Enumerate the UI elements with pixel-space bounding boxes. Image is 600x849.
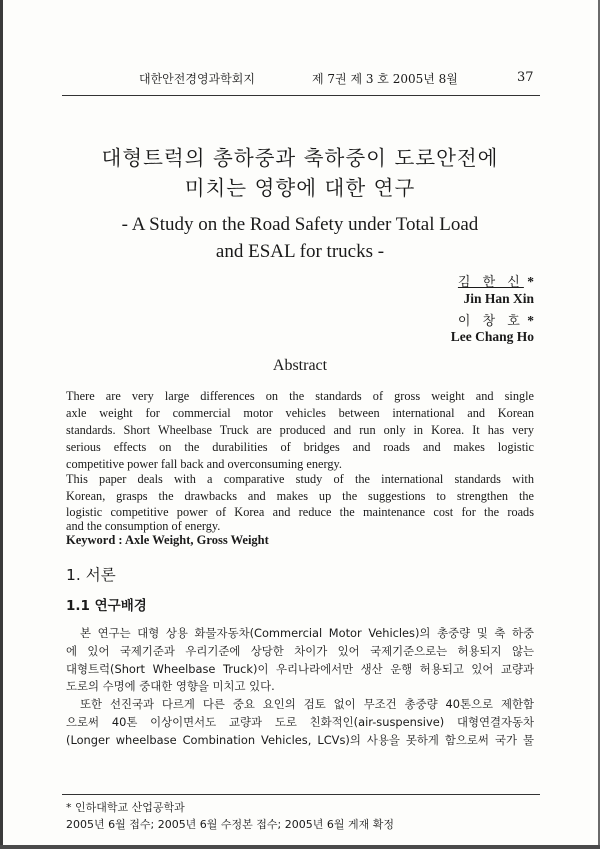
scan-edge-left xyxy=(0,0,3,849)
title-korean-line-2: 미치는 영향에 대한 연구 xyxy=(184,176,416,200)
abstract-line: This paper deals with a comparative study of the international standards with xyxy=(66,472,534,486)
author-2-korean xyxy=(458,310,534,329)
abstract-line: competitive power fall back and overconsuming energy. xyxy=(66,457,342,471)
title-korean-line-1: 대형트럭의 총하중과 축하중이 도로안전에 xyxy=(101,146,499,170)
author-1-korean-name: 김 한 신 xyxy=(457,275,524,290)
author-2-korean-name: 이 창 호 xyxy=(457,314,524,329)
scan-edge-bottom xyxy=(0,845,600,849)
section-heading-1: 1. 서론 xyxy=(66,566,116,584)
author-2-affiliation-mark: * xyxy=(523,313,534,328)
page-number: 37 xyxy=(517,70,534,85)
running-header-journal: 대한안전경영과학회지 xyxy=(139,72,255,86)
body-text-line: 본 연구는 대형 상용 화물자동차(Commercial Motor Vehicles)의 총중량 및 축 하중 xyxy=(80,626,534,640)
footnote-rule xyxy=(62,794,540,795)
running-header-volume: 제 7권 제 3 호 2005년 8월 xyxy=(312,72,458,86)
author-2-english: Lee Chang Ho xyxy=(450,329,534,344)
title-english-line-1: - A Study on the Road Safety under Total Load xyxy=(121,214,479,235)
body-text-line: 대형트럭(Short Wheelbase Truck)이 우리나라에서만 생산 운행 허용되고 있어 교량과 xyxy=(66,662,534,676)
subsection-heading-1-1: 1.1 연구배경 xyxy=(66,598,147,614)
footnote-dates: 2005년 6월 접수; 2005년 6월 수정본 접수; 2005년 6월 게재 확정 xyxy=(66,818,394,831)
body-text-line: 또한 선진국과 다르게 다른 중요 요인의 검토 없이 무조건 총중량 40톤으로 제한함 xyxy=(80,697,534,711)
abstract-line: logistic competitive power of Korea and reduce the maintenance cost for the roads xyxy=(66,505,534,519)
author-1-affiliation-mark: * xyxy=(523,274,534,289)
body-text-line: 도로의 수명에 중대한 영향을 미치고 있다. xyxy=(66,679,275,693)
keywords: Keyword : Axle Weight, Gross Weight xyxy=(66,533,269,547)
abstract-line: and the consumption of energy. xyxy=(66,519,221,533)
abstract-line: Korean, grasps the drawbacks and makes up the suggestions to strengthen the xyxy=(66,489,534,503)
abstract-line: standards. Short Wheelbase Truck are produced and run only in Korea. It has very xyxy=(66,423,534,437)
author-1-korean xyxy=(458,271,534,290)
body-text-line: (Longer wheelbase Combination Vehicles, LCVs)의 사용을 못하게 함으로써 국가 물 xyxy=(66,733,534,747)
header-rule xyxy=(62,95,540,96)
author-1-english: Jin Han Xin xyxy=(463,291,534,306)
abstract-line: There are very large differences on the standards of gross weight and single xyxy=(66,389,534,403)
body-text-line: 에 있어 국제기준과 우리기준에 상당한 차이가 있어 국제기준으로는 허용되지 않는 xyxy=(66,644,534,658)
footnote-affiliation: * 인하대학교 산업공학과 xyxy=(66,801,185,814)
body-text-line: 으로써 40톤 이상이면서도 교량과 도로 친화적인(air-suspensive) 대형연결자동차 xyxy=(66,715,534,729)
abstract-line: serious effects on the durabilities of bridges and roads and makes logistic xyxy=(66,440,534,454)
abstract-heading: Abstract xyxy=(272,357,328,374)
title-english-line-2: and ESAL for trucks - xyxy=(215,241,385,262)
abstract-line: axle weight for commercial motor vehicles between international and Korean xyxy=(66,406,534,420)
